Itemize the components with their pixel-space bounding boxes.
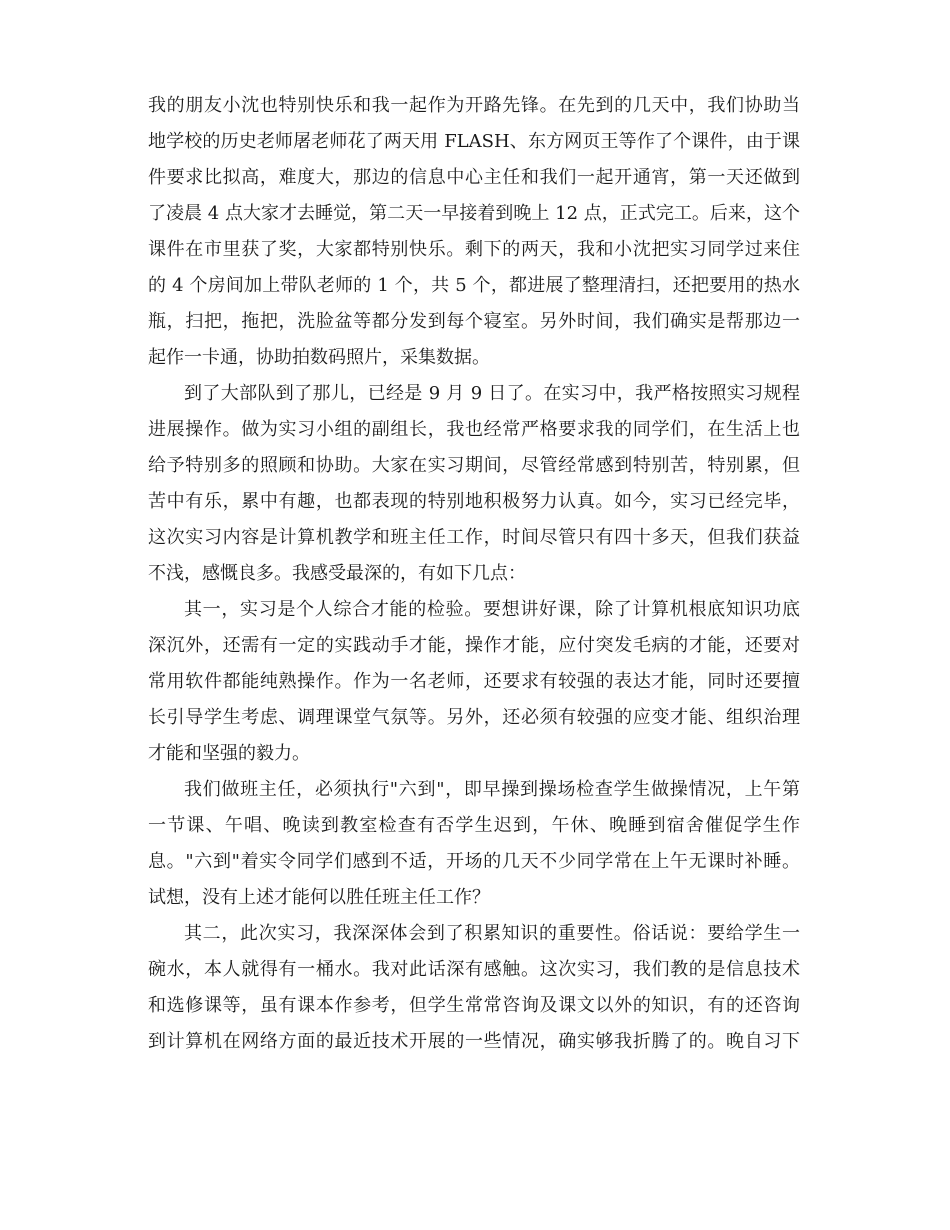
text-line: 息。"六到"着实令同学们感到不适，开场的几天不少同学常在上午无课时补睡。	[148, 851, 800, 872]
text-line: 碗水，本人就得有一桶水。我对此话深有感触。这次实习，我们教的是信息技术	[148, 959, 800, 980]
paragraph-5	[148, 916, 800, 1060]
text-line: 起作一卡通，协助拍数码照片，采集数据。	[148, 347, 490, 368]
text-line: 课件在市里获了奖，大家都特别快乐。剩下的两天，我和小沈把实习同学过来住	[148, 239, 800, 260]
text-line: 我的朋友小沈也特别快乐和我一起作为开路先锋。在先到的几天中，我们协助当	[148, 95, 800, 116]
paragraph-1	[148, 88, 800, 376]
text-line: 试想，没有上述才能何以胜任班主任工作？	[148, 887, 490, 908]
text-line: 才能和坚强的毅力。	[148, 743, 310, 764]
paragraph-3	[148, 592, 800, 772]
paragraph-2	[148, 376, 800, 592]
text-line: 到了大部队到了那儿，已经是 9 月 9 日了。在实习中，我严格按照实习规程	[184, 383, 800, 404]
text-line: 给予特别多的照顾和协助。大家在实习期间，尽管经常感到特别苦，特别累，但	[148, 455, 800, 476]
text-line: 到计算机在网络方面的最近技术开展的一些情况，确实够我折腾了的。晚自习下	[148, 1031, 800, 1052]
text-line: 进展操作。做为实习小组的副组长，我也经常严格要求我的同学们，在生活上也	[148, 419, 800, 440]
text-line: 不浅，感慨良多。我感受最深的，有如下几点：	[148, 563, 526, 584]
text-line: 我们做班主任，必须执行"六到"，即早操到操场检查学生做操情况，上午第	[184, 779, 800, 800]
text-line: 地学校的历史老师屠老师花了两天用 FLASH、东方网页王等作了个课件，由于课	[148, 131, 800, 152]
text-line: 的 4 个房间加上带队老师的 1 个，共 5 个，都进展了整理清扫，还把要用的热水	[148, 275, 800, 296]
text-line: 件要求比拟高，难度大，那边的信息中心主任和我们一起开通宵，第一天还做到	[148, 167, 800, 188]
document-body	[148, 88, 800, 1060]
text-line: 了凌晨 4 点大家才去睡觉，第二天一早接着到晚上 12 点，正式完工。后来，这个	[148, 203, 800, 224]
text-line: 长引导学生考虑、调理课堂气氛等。另外，还必须有较强的应变才能、组织治理	[148, 707, 800, 728]
text-line: 这次实习内容是计算机教学和班主任工作，时间尽管只有四十多天，但我们获益	[148, 527, 800, 548]
text-line: 苦中有乐，累中有趣，也都表现的特别地积极努力认真。如今，实习已经完毕，	[148, 491, 800, 512]
text-line: 深沉外，还需有一定的实践动手才能，操作才能，应付突发毛病的才能，还要对	[148, 635, 800, 656]
paragraph-4	[148, 772, 800, 916]
text-line: 常用软件都能纯熟操作。作为一名老师，还要求有较强的表达才能，同时还要擅	[148, 671, 800, 692]
text-line: 一节课、午唱、晚读到教室检查有否学生迟到，午休、晚睡到宿舍催促学生作	[148, 815, 800, 836]
text-line: 瓶，扫把，拖把，洗脸盆等都分发到每个寝室。另外时间，我们确实是帮那边一	[148, 311, 800, 332]
text-line: 其一，实习是个人综合才能的检验。要想讲好课，除了计算机根底知识功底	[184, 599, 800, 620]
text-line: 其二，此次实习，我深深体会到了积累知识的重要性。俗话说：要给学生一	[184, 923, 800, 944]
text-line: 和选修课等，虽有课本作参考，但学生常常咨询及课文以外的知识，有的还咨询	[148, 995, 800, 1016]
